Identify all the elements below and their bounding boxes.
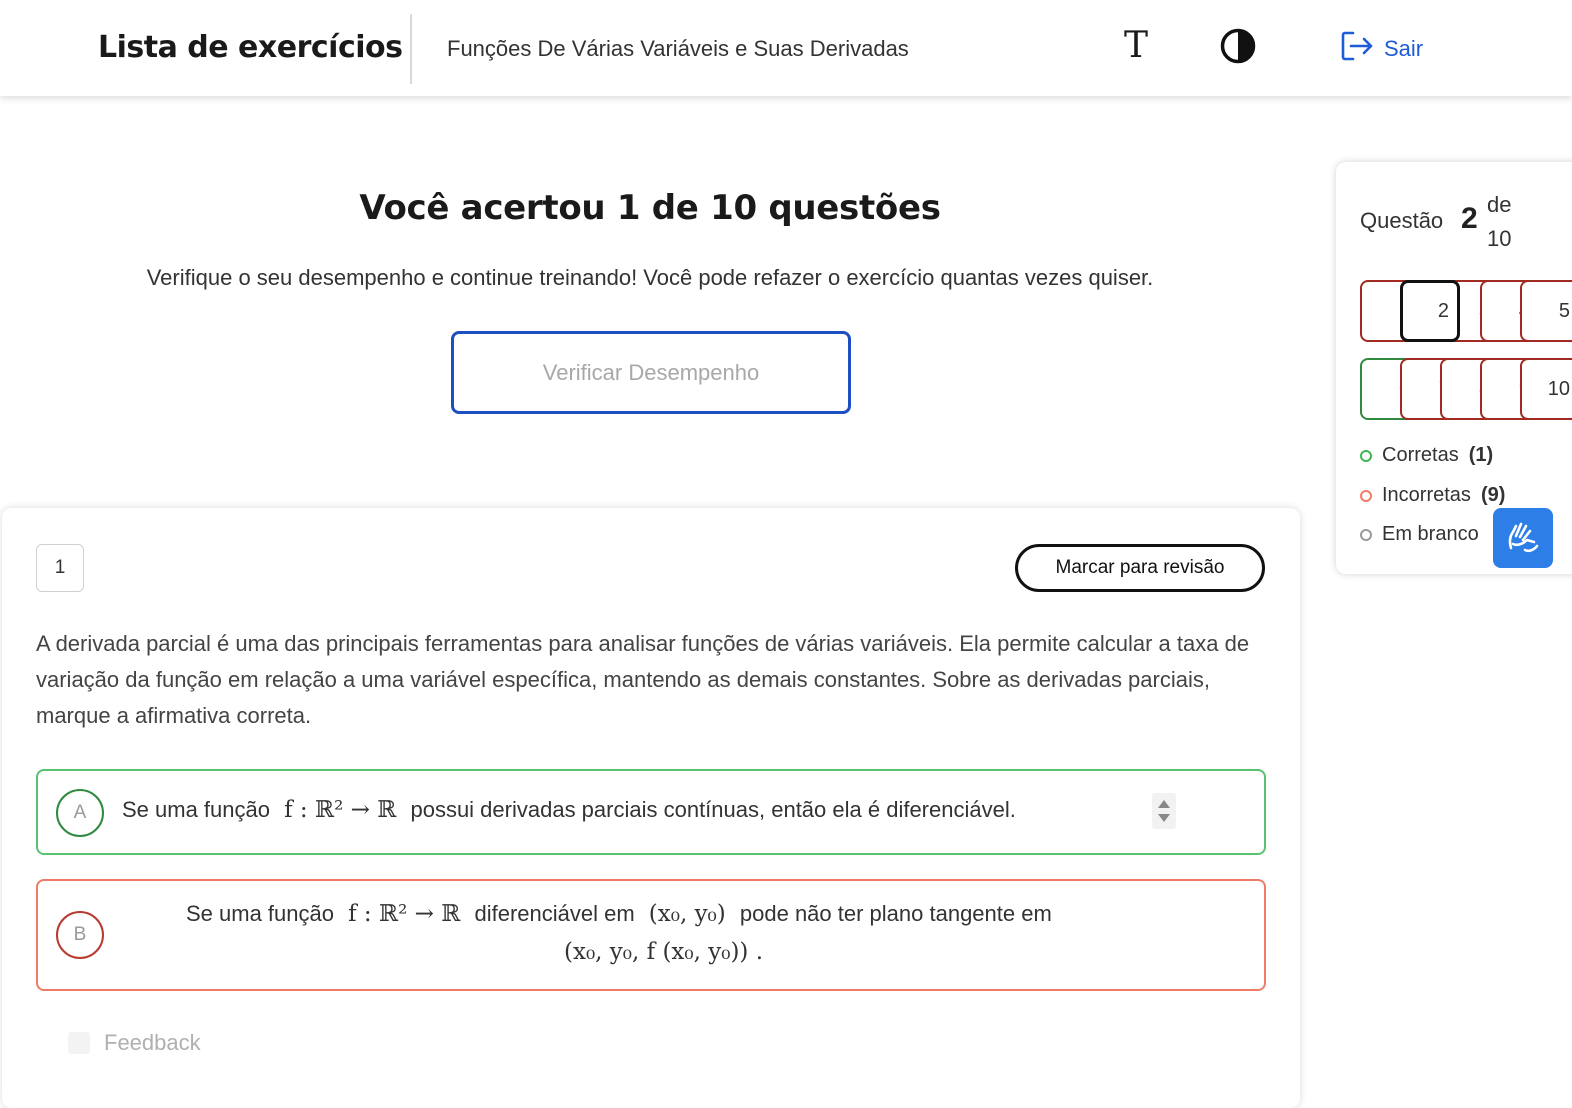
- question-nav-button[interactable]: 10: [1520, 358, 1572, 420]
- question-number: 1: [36, 544, 84, 592]
- navigator-label: Questão: [1360, 208, 1444, 233]
- page-title: Lista de exercícios: [98, 30, 403, 65]
- navigator-row: [1360, 280, 1570, 342]
- mark-for-review-button[interactable]: Marcar para revisão: [1015, 544, 1265, 592]
- subject-title: Funções De Várias Variáveis e Suas Derivadas: [447, 36, 909, 61]
- feedback-checkbox[interactable]: [68, 1032, 90, 1054]
- option-text: Se uma função f : ℝ² → ℝ possui derivadas parciais contínuas, então ela é diferenciável.: [122, 797, 1016, 823]
- header-divider: [410, 14, 412, 84]
- option-letter: A: [56, 789, 104, 837]
- navigator-row: [1360, 358, 1570, 420]
- legend-blank: Em branco: [1360, 523, 1479, 546]
- question-statement: A derivada parcial é uma das principais ferramentas para analisar funções de várias variáveis. Ela permite calcular a taxa de variação da função em relação a uma variável específica, mantendo as demais constantes. Sobre as derivadas parciais, marque a afirmativa correta.: [36, 631, 1250, 728]
- option-letter: B: [56, 911, 104, 959]
- feedback-toggle[interactable]: [68, 1030, 201, 1056]
- current-question-number: 2: [1461, 202, 1478, 235]
- question-nav-button[interactable]: 5: [1520, 280, 1572, 342]
- logout-icon: [1340, 30, 1374, 68]
- math-expression: f : ℝ² → ℝ: [348, 901, 461, 927]
- chevron-up-icon: [1158, 800, 1170, 808]
- option-text-line2: [564, 939, 763, 965]
- legend-dot: [1360, 529, 1372, 541]
- result-subtitle: Verifique o seu desempenho e continue treinando! Você pode refazer o exercício quantas vezes quiser.: [146, 265, 1154, 290]
- option-text: Se uma função f : ℝ² → ℝ diferenciável em (x₀, y₀) pode não ter plano tangente em: [186, 901, 1052, 927]
- contrast-icon[interactable]: [1220, 28, 1256, 64]
- navigator-of: de: [1487, 192, 1512, 217]
- result-title: Você acertou 1 de 10 questões: [359, 188, 941, 228]
- feedback-label: Feedback: [104, 1030, 201, 1055]
- legend-dot: [1360, 450, 1372, 462]
- navigator-total: 10: [1487, 226, 1512, 251]
- math-expression: (x₀, y₀): [648, 901, 726, 927]
- question-nav-button-current[interactable]: 2: [1400, 280, 1460, 342]
- logout-button[interactable]: [1340, 30, 1423, 68]
- font-size-icon[interactable]: T: [1123, 25, 1148, 66]
- option-a[interactable]: [36, 769, 1266, 855]
- math-expression: (x₀, y₀, f (x₀, y₀)) .: [564, 939, 764, 965]
- option-b[interactable]: [36, 879, 1266, 991]
- question-card: [2, 508, 1300, 1108]
- question-navigator: [1336, 162, 1572, 574]
- top-bar: [0, 0, 1572, 96]
- legend-correct: Corretas (1): [1360, 444, 1493, 467]
- legend-dot: [1360, 490, 1372, 502]
- legend-incorrect: Incorretas (9): [1360, 484, 1505, 507]
- chevron-down-icon: [1158, 814, 1170, 822]
- logout-label: Sair: [1384, 36, 1424, 61]
- scroll-stepper[interactable]: [1152, 793, 1176, 829]
- verify-performance-button[interactable]: Verificar Desempenho: [451, 331, 851, 414]
- math-expression: f : ℝ² → ℝ: [284, 797, 397, 823]
- sign-language-icon[interactable]: [1493, 508, 1553, 568]
